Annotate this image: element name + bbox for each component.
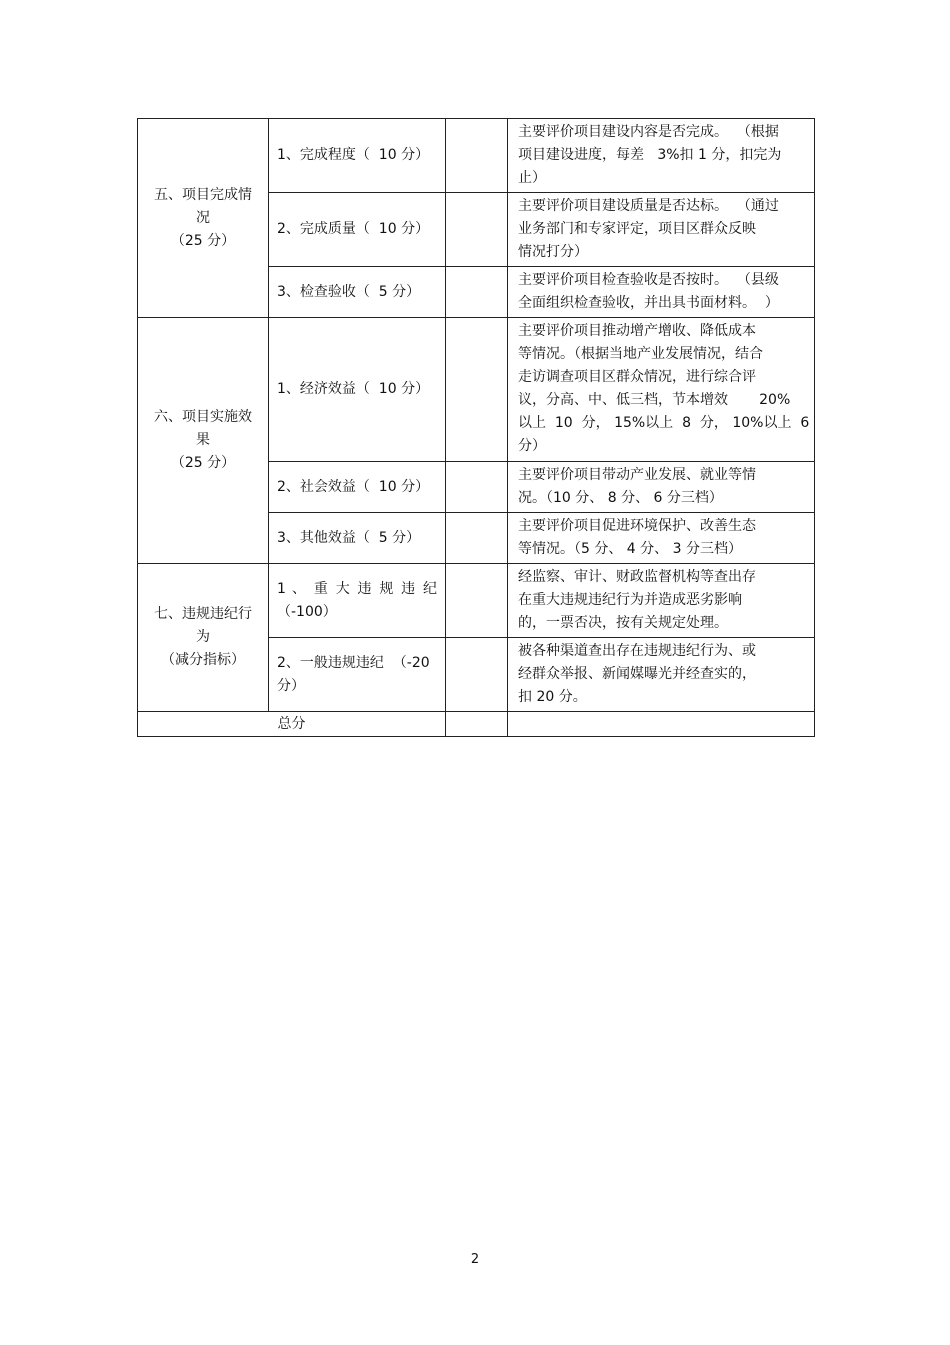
item-label: 1 、 重 大 违 规 违 纪 （-100） xyxy=(269,564,446,638)
table-row xyxy=(138,318,815,462)
item-label: 3、其他效益（ 5 分） xyxy=(269,513,446,564)
table-row xyxy=(138,119,815,193)
page-number: 2 xyxy=(470,1252,480,1267)
total-note-cell xyxy=(508,712,815,737)
item-label: 2、一般违规违纪 （-20 分） xyxy=(269,638,446,712)
total-label: 总分 xyxy=(138,712,446,737)
item-label: 1、完成程度（ 10 分） xyxy=(269,119,446,193)
category-cell-effect: 六、项目实施效 果 （25 分） xyxy=(138,318,269,564)
item-description: 主要评价项目检查验收是否按时。 （县级 全面组织检查验收，并出具书面材料。 ） xyxy=(508,267,815,318)
score-cell xyxy=(446,267,508,318)
item-label: 3、检查验收（ 5 分） xyxy=(269,267,446,318)
item-description: 主要评价项目建设内容是否完成。 （根据 项目建设进度，每差 3%扣 1 分，扣完为 止） xyxy=(508,119,815,193)
table-row-total xyxy=(138,712,815,737)
score-cell xyxy=(446,513,508,564)
item-description: 主要评价项目促进环境保护、改善生态 等情况。（5 分、 4 分、 3 分三档） xyxy=(508,513,815,564)
table-row xyxy=(138,564,815,638)
category-cell-violation: 七、违规违纪行 为 （减分指标） xyxy=(138,564,269,712)
item-description: 主要评价项目带动产业发展、就业等情 况。（10 分、 8 分、 6 分三档） xyxy=(508,462,815,513)
score-cell xyxy=(446,564,508,638)
item-label: 2、完成质量（ 10 分） xyxy=(269,193,446,267)
total-score-cell xyxy=(446,712,508,737)
score-cell xyxy=(446,318,508,462)
item-label: 1、经济效益（ 10 分） xyxy=(269,318,446,462)
score-cell xyxy=(446,119,508,193)
item-label: 2、社会效益（ 10 分） xyxy=(269,462,446,513)
item-description: 主要评价项目推动增产增收、降低成本 等情况。（根据当地产业发展情况，结合 走访调查项目区群众情况，进行综合评 议，分高、中、低三档，节本增效 20% 以上 10 分， 15%以上 8 分， 10%以上 6 分） xyxy=(508,318,815,462)
score-cell xyxy=(446,638,508,712)
category-cell-completion: 五、项目完成情 况 （25 分） xyxy=(138,119,269,318)
item-description: 经监察、审计、财政监督机构等查出存 在重大违规违纪行为并造成恶劣影响 的，一票否决，按有关规定处理。 xyxy=(508,564,815,638)
evaluation-score-table xyxy=(137,118,815,737)
item-description: 被各种渠道查出存在违规违纪行为、或 经群众举报、新闻媒曝光并经查实的， 扣 20 分。 xyxy=(508,638,815,712)
score-cell xyxy=(446,462,508,513)
score-cell xyxy=(446,193,508,267)
item-description: 主要评价项目建设质量是否达标。 （通过 业务部门和专家评定，项目区群众反映 情况打分） xyxy=(508,193,815,267)
